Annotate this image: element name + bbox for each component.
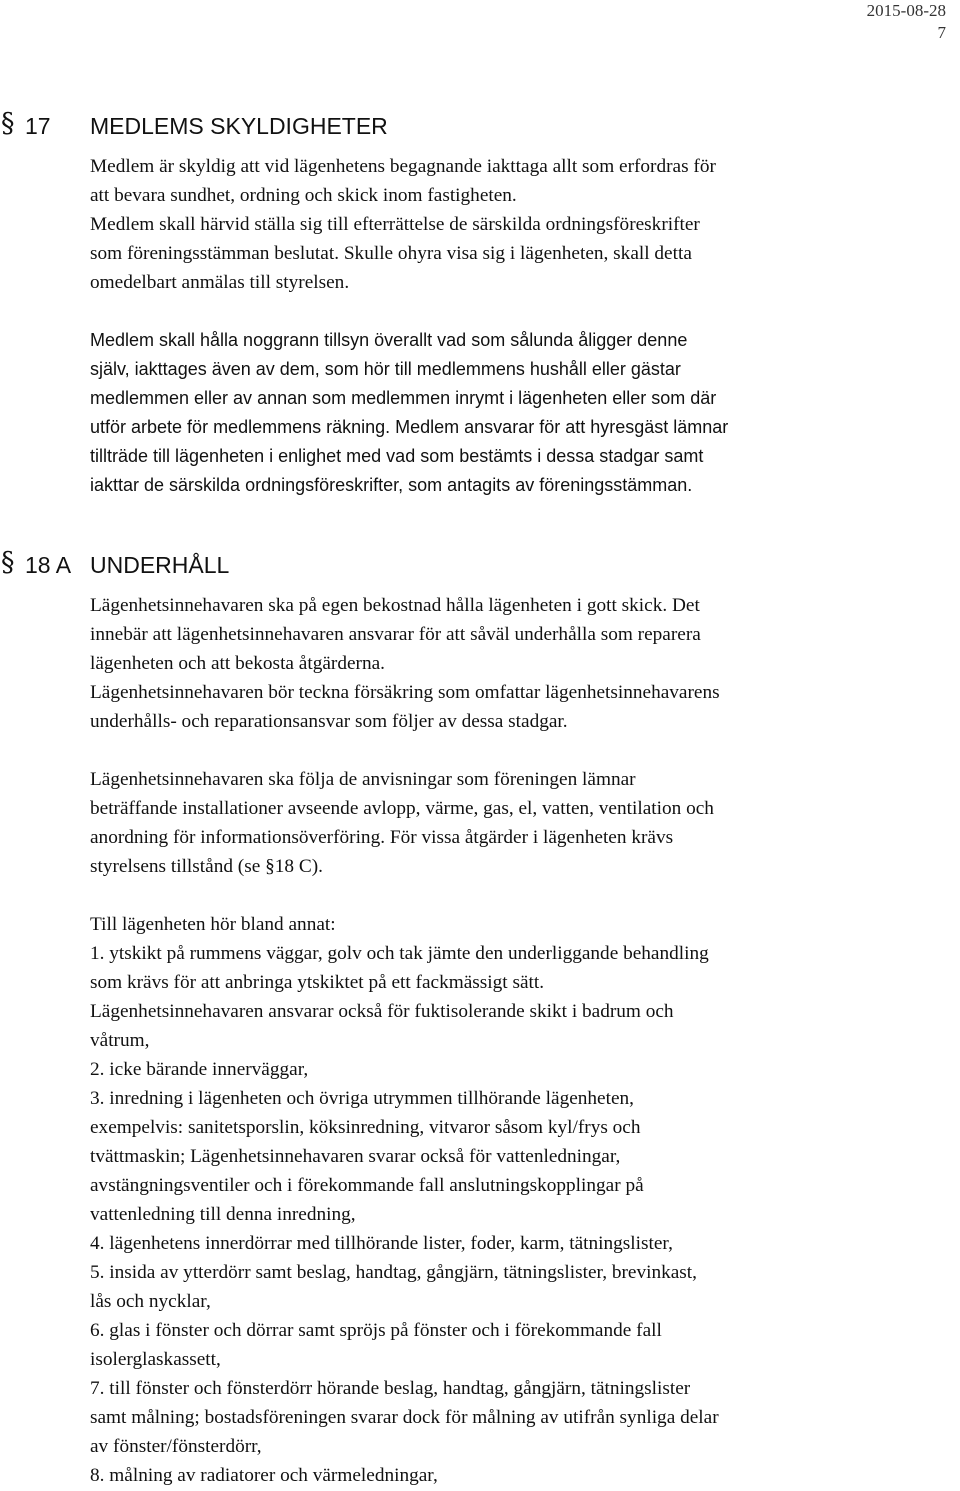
section-18a-paragraph-3 [90, 910, 950, 1490]
text-line: själv, iakttages även av dem, som hör till medlemmens hushåll eller gästar [90, 359, 681, 379]
page-header [867, 0, 946, 44]
list-item: samt målning; bostadsföreningen svarar dock för målning av utifrån synliga delar [90, 1407, 719, 1428]
list-item: 8. målning av radiatorer och värmeledningar, [90, 1465, 438, 1486]
list-item: 1. ytskikt på rummens väggar, golv och tak jämte den underliggande behandling [90, 943, 709, 964]
list-intro: Till lägenheten hör bland annat: [90, 914, 336, 935]
text-line: tillträde till lägenheten i enlighet med vad som bestämts i dessa stadgar samt [90, 446, 704, 466]
text-line: iakttar de särskilda ordningsföreskrifter, som antagits av föreningsstämman. [90, 475, 693, 495]
section-number: 17 [25, 113, 51, 139]
section-sign-icon: § [1, 108, 15, 139]
list-item: vattenledning till denna inredning, [90, 1204, 356, 1225]
text-line: innebär att lägenhetsinnehavaren ansvarar för att såväl underhålla som reparera [90, 624, 701, 645]
text-line: underhålls- och reparationsansvar som följer av dessa stadgar. [90, 711, 568, 732]
list-item: 3. inredning i lägenheten och övriga utrymmen tillhörande lägenheten, [90, 1088, 634, 1109]
list-item: 5. insida av ytterdörr samt beslag, handtag, gångjärn, tätningslister, brevinkast, [90, 1262, 697, 1283]
section-sign-icon: § [1, 547, 15, 578]
list-item: lås och nycklar, [90, 1291, 211, 1312]
text-line: lägenheten och att bekosta åtgärderna. [90, 653, 385, 674]
text-line: Medlem skall härvid ställa sig till efterrättelse de särskilda ordningsföreskrifter [90, 214, 700, 235]
page-number: 7 [937, 23, 946, 42]
section-17-paragraph-2 [90, 326, 950, 500]
text-line: beträffande installationer avseende avlopp, värme, gas, el, vatten, ventilation och [90, 798, 714, 819]
header-date: 2015-08-28 [866, 1, 946, 20]
text-line: medlemmen eller av annan som medlemmen inrymt i lägenheten eller som där [90, 388, 717, 408]
text-line: utför arbete för medlemmens räkning. Medlem ansvarar för att hyresgäst lämnar [90, 417, 729, 437]
text-line: som föreningsstämman beslutat. Skulle ohyra visa sig i lägenheten, skall detta [90, 243, 692, 264]
list-item: 4. lägenhetens innerdörrar med tillhörande lister, foder, karm, tätningslister, [90, 1233, 673, 1254]
section-number: 18 A [25, 552, 72, 578]
list-item: exempelvis: sanitetsporslin, köksinredning, vitvaror såsom kyl/frys och [90, 1117, 641, 1138]
text-line: omedelbart anmälas till styrelsen. [90, 272, 350, 293]
list-item: 7. till fönster och fönsterdörr hörande beslag, handtag, gångjärn, tätningslister [90, 1378, 691, 1399]
section-title: UNDERHÅLL [90, 552, 230, 578]
text-line: Lägenhetsinnehavaren bör teckna försäkring som omfattar lägenhetsinnehavarens [90, 682, 720, 703]
section-17-paragraph-1 [90, 152, 950, 297]
list-item: Lägenhetsinnehavaren ansvarar också för fuktisolerande skikt i badrum och [90, 1001, 674, 1022]
text-line: Lägenhetsinnehavaren ska följa de anvisningar som föreningen lämnar [90, 769, 636, 790]
list-item: isolerglaskassett, [90, 1349, 221, 1370]
section-title: MEDLEMS SKYLDIGHETER [90, 113, 388, 139]
text-line: Lägenhetsinnehavaren ska på egen bekostnad hålla lägenheten i gott skick. Det [90, 595, 700, 616]
list-item: avstängningsventiler och i förekommande fall anslutningskopplingar på [90, 1175, 644, 1196]
text-line: Medlem skall hålla noggrann tillsyn överallt vad som sålunda åligger denne [90, 330, 688, 350]
list-item: 6. glas i fönster och dörrar samt spröjs på fönster och i förekommande fall [90, 1320, 662, 1341]
list-item: av fönster/fönsterdörr, [90, 1436, 262, 1457]
section-18a-paragraph-2 [90, 765, 950, 881]
text-line: att bevara sundhet, ordning och skick inom fastigheten. [90, 185, 517, 206]
list-item: som krävs för att anbringa ytskiktet på ett fackmässigt sätt. [90, 972, 545, 993]
section-18a-paragraph-1 [90, 591, 950, 736]
list-item: våtrum, [90, 1030, 150, 1051]
text-line: Medlem är skyldig att vid lägenhetens begagnande iakttaga allt som erfordras för [90, 156, 716, 177]
list-item: 2. icke bärande innerväggar, [90, 1059, 309, 1080]
list-item: tvättmaskin; Lägenhetsinnehavaren svarar också för vattenledningar, [90, 1146, 621, 1167]
text-line: anordning för informationsöverföring. För vissa åtgärder i lägenheten krävs [90, 827, 674, 848]
text-line: styrelsens tillstånd (se §18 C). [90, 856, 323, 877]
